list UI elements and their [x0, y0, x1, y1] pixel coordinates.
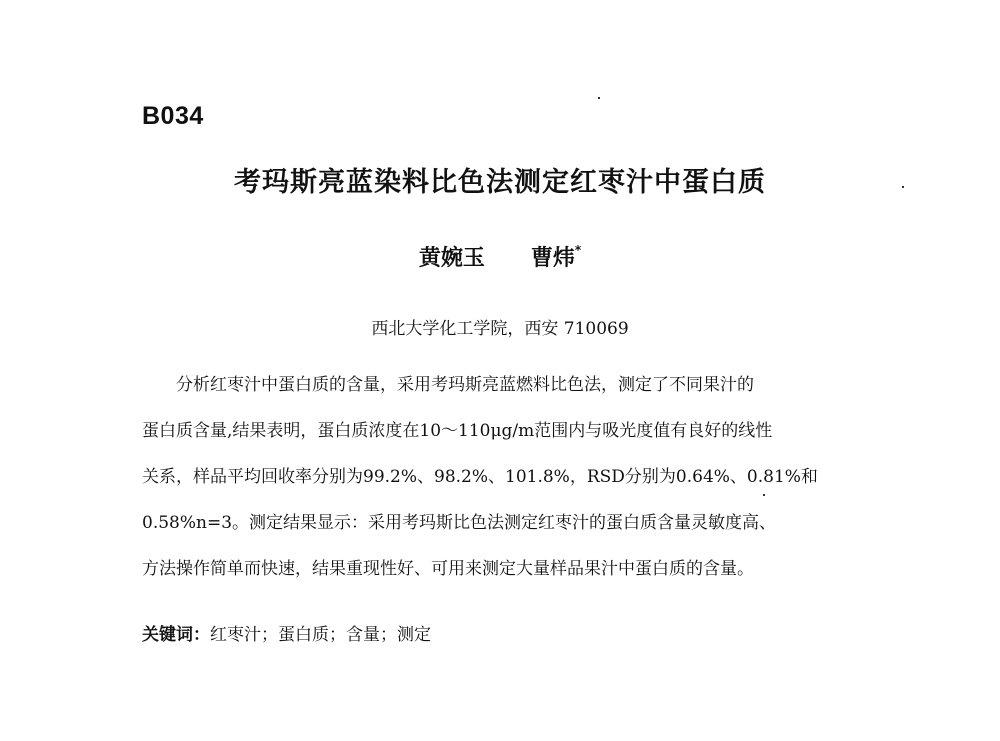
- keywords: [142, 620, 431, 645]
- affiliation: 西北大学化工学院，西安 710069: [371, 319, 629, 339]
- scan-speck: [902, 186, 904, 188]
- scan-speck: [763, 494, 765, 496]
- author-name: 曹炜: [530, 246, 575, 271]
- keywords-text: 红枣汁；蛋白质；含量；测定: [210, 625, 431, 645]
- author-list: [0, 241, 1000, 272]
- abstract-line: 分析红枣汁中蛋白质的含量，采用考玛斯亮蓝燃料比色法，测定了不同果汁的: [176, 375, 754, 395]
- scan-speck: [598, 97, 600, 99]
- abstract-line: 0.58%n=3。测定结果显示：采用考玛斯比色法测定红枣汁的蛋白质含量灵敏度高、: [142, 513, 777, 533]
- abstract-line: 方法操作简单而快速，结果重现性好、可用来测定大量样品果汁中蛋白质的含量。: [142, 559, 754, 579]
- keywords-label: 关键词：: [142, 625, 210, 645]
- abstract-body: [142, 371, 882, 601]
- abstract-line: 蛋白质含量,结果表明，蛋白质浓度在10～110μg/m范围内与吸光度值有良好的线性: [142, 421, 773, 441]
- author-name: 黄婉玉: [418, 246, 485, 271]
- corresponding-author-mark: *: [574, 243, 582, 257]
- abstract-line: 关系，样品平均回收率分别为99.2%、98.2%、101.8%，RSD分别为0.64%、0.81%和: [142, 467, 818, 487]
- abstract-code: B034: [142, 102, 204, 130]
- paper-title: 考玛斯亮蓝染料比色法测定红枣汁中蛋白质: [234, 167, 766, 198]
